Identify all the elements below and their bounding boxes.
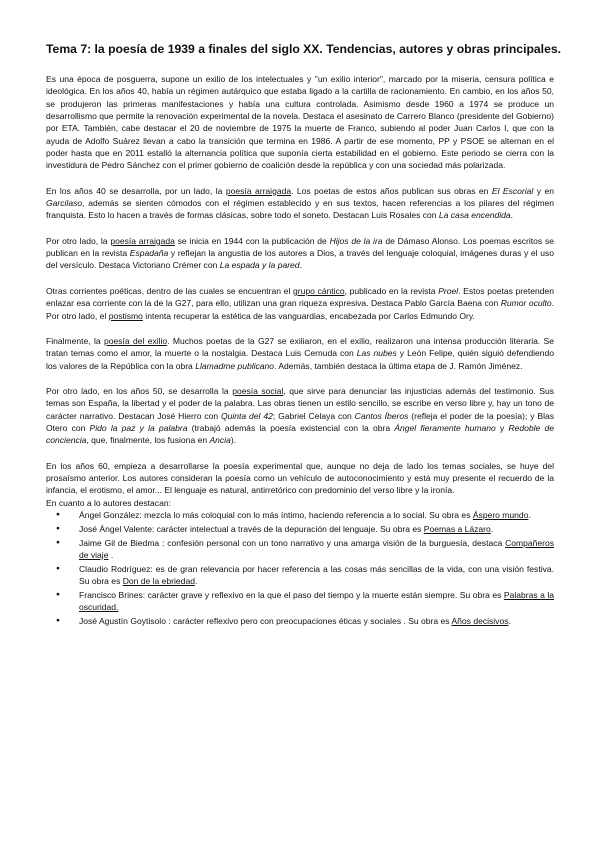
journal-title: Garcilaso	[46, 198, 83, 209]
work-title: Poemas a Lázaro	[423, 523, 491, 534]
paragraph-context: Es una época de posguerra, supone un exilio de los intelectuales y "un exilio interior", marcado por la miseria, censura política e ideológica. En los años 40, había un régimen autárquico que estaba ligado a la cartilla de racionamiento. En cambio, en los años 50, se produjeron las primeras manifestaciones y había una cultura controlada. Asimismo desde 1960 a 1974 se produce un desarrollismo que permite la renovación experimental de la novela. Destaca el asesinato de Carrero Blanco (presidente del Gobierno) por ETA. También, cabe destacar el 20 de noviembre de 1975 la muerte de Franco, subiendo al poder Juan Carlos I, que con la ayuda de Adolfo Suárez llevan a cabo la transición que termina en 1986. A partir de ese momento, PP y PSOE se alternan en el poder hasta que en 2011 estalló la alternancia política que suponía cierta estabilidad en el gobierno. Este periodo se cierra con la investidura de Pedro Sánchez con el primer gobierno de coalición desde la república y con una sociedad más polarizada.	[46, 74, 554, 171]
work-title: La espada y la pared	[219, 260, 300, 271]
text-span: y reflejan la angustia de los autores a Dios, a través del lenguaje coloquial, imágenes duras y el uso del versículo. Destaca Victoriano Crémer con	[46, 248, 555, 271]
text-span: . Los poetas de estos años publican sus obras en	[291, 185, 492, 196]
underlined-term: grupo cántico	[293, 285, 345, 296]
underlined-term: postismo	[108, 310, 143, 321]
list-item	[79, 509, 554, 521]
text-span: Otras corrientes poéticas, dentro de las cuales se encuentran el	[46, 285, 293, 296]
text-span: (refleja el poder de la poesía); y Blas Otero con	[46, 410, 554, 433]
work-title: Llamadme publicano	[195, 360, 275, 371]
work-title: Redoble de conciencia	[46, 422, 554, 446]
text-span: .	[299, 260, 302, 271]
authors-intro: En cuanto a lo autores destacan:	[46, 497, 171, 508]
list-item	[79, 589, 554, 614]
work-title: Las nubes	[356, 348, 397, 359]
text-span: ; Gabriel Celaya con	[272, 410, 355, 421]
work-title: La casa encendida	[438, 210, 511, 221]
text-span: intenta recuperar la estética de las vanguardias, encabezada por Carlos Edmundo Ory.	[142, 310, 475, 321]
page-title: Tema 7: la poesía de 1939 a finales del siglo XX. Tendencias, autores y obras principales.	[46, 42, 562, 56]
text-span: y León Felipe, quién siguió defendiendo los valores de la República con la obra	[46, 348, 554, 371]
author-description: José Ángel Valente: carácter intelectual a través de la depuración del lenguaje. Su obra es	[79, 523, 424, 534]
work-title: Don de la ebriedad	[122, 576, 195, 587]
author-description: Claudio Rodríguez: es de gran relevancia por hacer referencia a las cosas más sencillas de la vida, con una visión festiva. Su obra es	[79, 563, 554, 587]
text-span: . Estos poetas pretenden enlazar esa corriente con la de la G27, para ello, utilizan una gran riqueza expresiva. Destaca Pablo García Baena con	[46, 285, 555, 309]
text-span: ).	[230, 435, 237, 446]
authors-list	[46, 509, 554, 628]
text-span: , publicado en la revista	[344, 285, 439, 296]
work-title: Palabras a la oscuridad.	[79, 590, 555, 613]
text-span: En los años 40 se desarrolla, por un lado, la	[46, 185, 226, 196]
underlined-term: poesía del exilio	[103, 335, 168, 346]
author-description: Jaime Gil de Biedma : confesión personal con un tono narrativo y una amarga visión de la burguesía, destaca	[79, 537, 506, 548]
work-title: Hijos de la ira	[329, 235, 383, 246]
text-span: .	[108, 550, 114, 560]
text-span: .	[508, 616, 511, 627]
author-description: Ángel González: mezcla lo más coloquial con lo más íntimo, haciendo referencia a lo social. Su obra es	[79, 509, 473, 520]
text-span: , además se sienten cómodos con el régimen establecido y en sus textos, hacen referencias a los pilares del régimen franquista. Esto lo hacen a través de formas clásicas, sobre todo el soneto. Destacan Luis Rosales con	[46, 198, 554, 221]
text-span: y	[495, 422, 509, 433]
text-span: y en	[533, 185, 555, 196]
text-span: se inicia en 1944 con la publicación de	[174, 235, 330, 246]
work-title: Ángel fieramente humano	[394, 422, 496, 433]
text-span: de Dámaso Alonso. Los poemas escritos se publican en la revista	[46, 235, 554, 259]
work-title: Ancia	[209, 435, 231, 446]
paragraph-otras-corrientes	[46, 285, 554, 322]
underlined-term: poesía arraigada	[110, 235, 175, 246]
paragraph-poesia-experimental: En los años 60, empieza a desarrollarse la poesía experimental que, aunque no deja de lado los temas sociales, se huye del prosaísmo anterior. Los autores consideran la poesía como un vehículo de autoconocimiento y está muy presente el recuerdo de la infancia, el erotismo, el amor... El lenguaje es natural, antirretórico con predominio del verso libre y la ironía.	[46, 460, 554, 496]
text-span: Por otro lado, en los años 50, se desarrolla la	[46, 385, 233, 396]
work-title: Pido la paz y la palabra	[89, 422, 188, 433]
work-title: Cantos Íberos	[354, 410, 409, 421]
text-span: .	[510, 210, 514, 221]
work-title: Quinta del 42	[220, 410, 273, 421]
journal-title: Proel	[438, 285, 459, 296]
list-item	[79, 537, 554, 562]
author-description: Francisco Brines: carácter grave y reflexivo en la que el paso del tiempo y la muerte están siempre. Su obra es	[79, 590, 504, 601]
list-item	[79, 615, 554, 627]
list-item	[79, 523, 554, 535]
text-span: . Muchos poetas de la G27 se exiliaron, en el exilio, realizaron una intensa producción literaria. Se tratan temas como el amor, la muerte o la nostalgia. Destaca Luis Cernuda con	[46, 335, 555, 359]
paragraph-poesia-arraigada	[46, 185, 554, 222]
text-span: , que, finalmente, los fusiona en	[86, 435, 210, 446]
text-span: . Además, también destaca la última etapa de J. Ramón Jiménez.	[274, 360, 523, 371]
journal-title: El Escorial	[491, 185, 534, 196]
text-span: Finalmente, la	[46, 335, 104, 346]
work-title: Áspero mundo	[472, 509, 529, 520]
text-span: .	[528, 509, 531, 520]
author-description: José Agustín Goytisolo : carácter reflexivo pero con preocupaciones éticas y sociales . Su obra es	[79, 616, 452, 627]
text-span: , que sirve para denunciar las injusticias además del testimonio. Sus temas son España, la libertad y el poder de la palabra. Las obras tienen un estilo sencillo, se escribe en verso libre y, hay un tono de carácter narrativo. Destacan José Hierro con	[46, 385, 554, 421]
paragraph-poesia-desarraigada	[46, 235, 554, 272]
paragraph-poesia-social	[46, 385, 554, 447]
text-span: .	[490, 523, 494, 534]
text-span: (trabajó además la poesía existencial con la obra	[187, 422, 395, 433]
paragraph-poesia-exilio	[46, 335, 554, 372]
work-title: Años decisivos	[451, 616, 509, 627]
text-span: .	[194, 576, 198, 587]
list-item	[79, 563, 554, 588]
text-span: Por otro lado, la	[46, 235, 111, 246]
journal-title: Espadaña	[129, 248, 169, 259]
work-title: Compañeros de viaje	[79, 537, 554, 560]
underlined-term: poesía arraigada	[225, 185, 292, 196]
underlined-term: poesía social	[232, 385, 284, 396]
text-span: . Por otro lado, el	[46, 298, 555, 321]
work-title: Rumor oculto	[500, 298, 552, 309]
